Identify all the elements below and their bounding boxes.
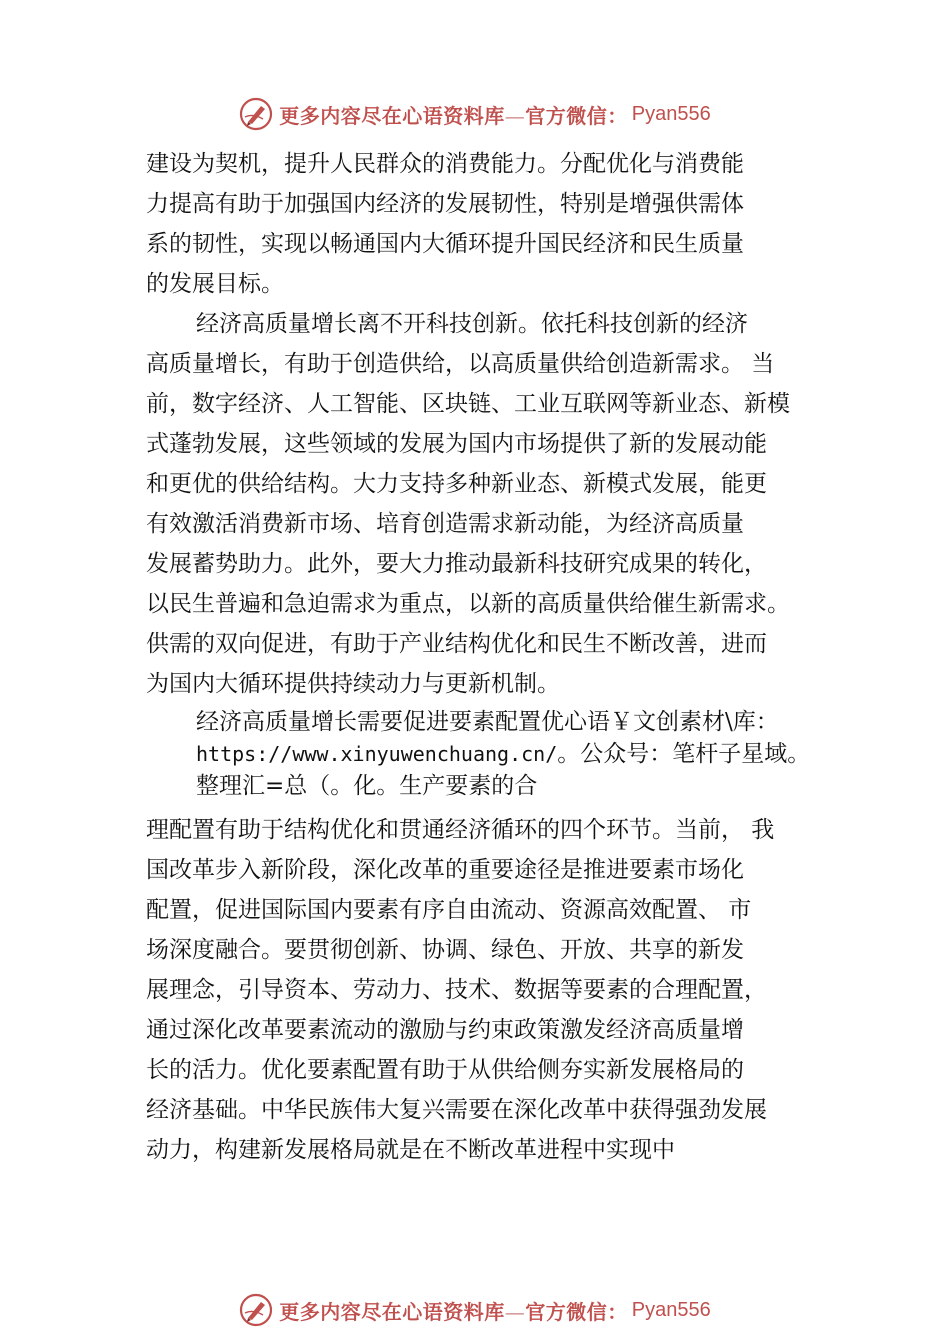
footer-banner bbox=[0, 1288, 950, 1332]
text-line: 有效激活消费新市场、培育创造需求新动能，为经济高质量 bbox=[146, 511, 744, 537]
banner-dash: — bbox=[504, 103, 526, 128]
banner-title: 更多内容尽在心语资料库 bbox=[279, 1299, 505, 1324]
text-line: 高质量增长，有助于创造供给，以高质量供给创造新需求。 当 bbox=[146, 351, 775, 377]
banner-wechat-label: 官方微信： bbox=[525, 103, 628, 128]
text-line-url-rest: 。公众号：笔杆子星域。 bbox=[557, 741, 811, 767]
text-line: 发展蓄势助力。此外，要大力推动最新科技研究成果的转化， bbox=[146, 551, 767, 577]
source-url-link[interactable]: https://www.xinyuwenchuang.cn/ bbox=[196, 742, 558, 766]
text-line: 力提高有助于加强国内经济的发展韧性，特别是增强供需体 bbox=[146, 191, 744, 217]
banner-wechat-label: 官方微信： bbox=[525, 1299, 628, 1324]
text-line: 经济基础。中华民族伟大复兴需要在深化改革中获得强劲发展 bbox=[146, 1097, 767, 1123]
banner-dash: — bbox=[504, 1299, 526, 1324]
text-line: 式蓬勃发展，这些领域的发展为国内市场提供了新的发展动能 bbox=[146, 431, 767, 457]
text-line: 理配置有助于结构优化和贯通经济循环的四个环节。当前， 我 bbox=[146, 817, 775, 843]
text-line: 供需的双向促进，有助于产业结构优化和民生不断改善，进而 bbox=[146, 631, 767, 657]
banner-title: 更多内容尽在心语资料库 bbox=[279, 103, 505, 128]
text-line: 经济高质量增长离不开科技创新。依托科技创新的经济 bbox=[196, 311, 748, 337]
text-line: 为国内大循环提供持续动力与更新机制。 bbox=[146, 671, 560, 697]
text-line: 整理汇=总（。化。生产要素的合 bbox=[196, 773, 538, 799]
text-line: 建设为契机，提升人民群众的消费能力。分配优化与消费能 bbox=[146, 151, 744, 177]
header-banner bbox=[0, 92, 950, 136]
pen-logo-icon bbox=[239, 1293, 273, 1327]
text-line: 经济高质量增长需要促进要素配置优心语￥文创素材\库： bbox=[196, 709, 779, 735]
text-line: 长的活力。优化要素配置有助于从供给侧夯实新发展格局的 bbox=[146, 1057, 744, 1083]
text-line: 的发展目标。 bbox=[146, 271, 284, 297]
text-line: 动力，构建新发展格局就是在不断改革进程中实现中 bbox=[146, 1137, 675, 1163]
text-line: 展理念，引导资本、劳动力、技术、数据等要素的合理配置， bbox=[146, 977, 767, 1003]
text-line: 配置，促进国际国内要素有序自由流动、资源高效配置、 市 bbox=[146, 897, 752, 923]
text-line: 国改革步入新阶段，深化改革的重要途径是推进要素市场化 bbox=[146, 857, 744, 883]
text-line: 和更优的供给结构。大力支持多种新业态、新模式发展，能更 bbox=[146, 471, 767, 497]
pen-logo-icon bbox=[239, 97, 273, 131]
banner-wechat-id: Pyan556 bbox=[631, 102, 711, 125]
text-line: 以民生普遍和急迫需求为重点，以新的高质量供给催生新需求。 bbox=[146, 591, 790, 617]
text-line: 系的韧性，实现以畅通国内大循环提升国民经济和民生质量 bbox=[146, 231, 744, 257]
text-line: 场深度融合。要贯彻创新、协调、绿色、开放、共享的新发 bbox=[146, 937, 744, 963]
text-line: 前，数字经济、人工智能、区块链、工业互联网等新业态、新模 bbox=[146, 391, 790, 417]
text-line: 通过深化改革要素流动的激励与约束政策激发经济高质量增 bbox=[146, 1017, 744, 1043]
banner-wechat-id: Pyan556 bbox=[631, 1298, 711, 1321]
